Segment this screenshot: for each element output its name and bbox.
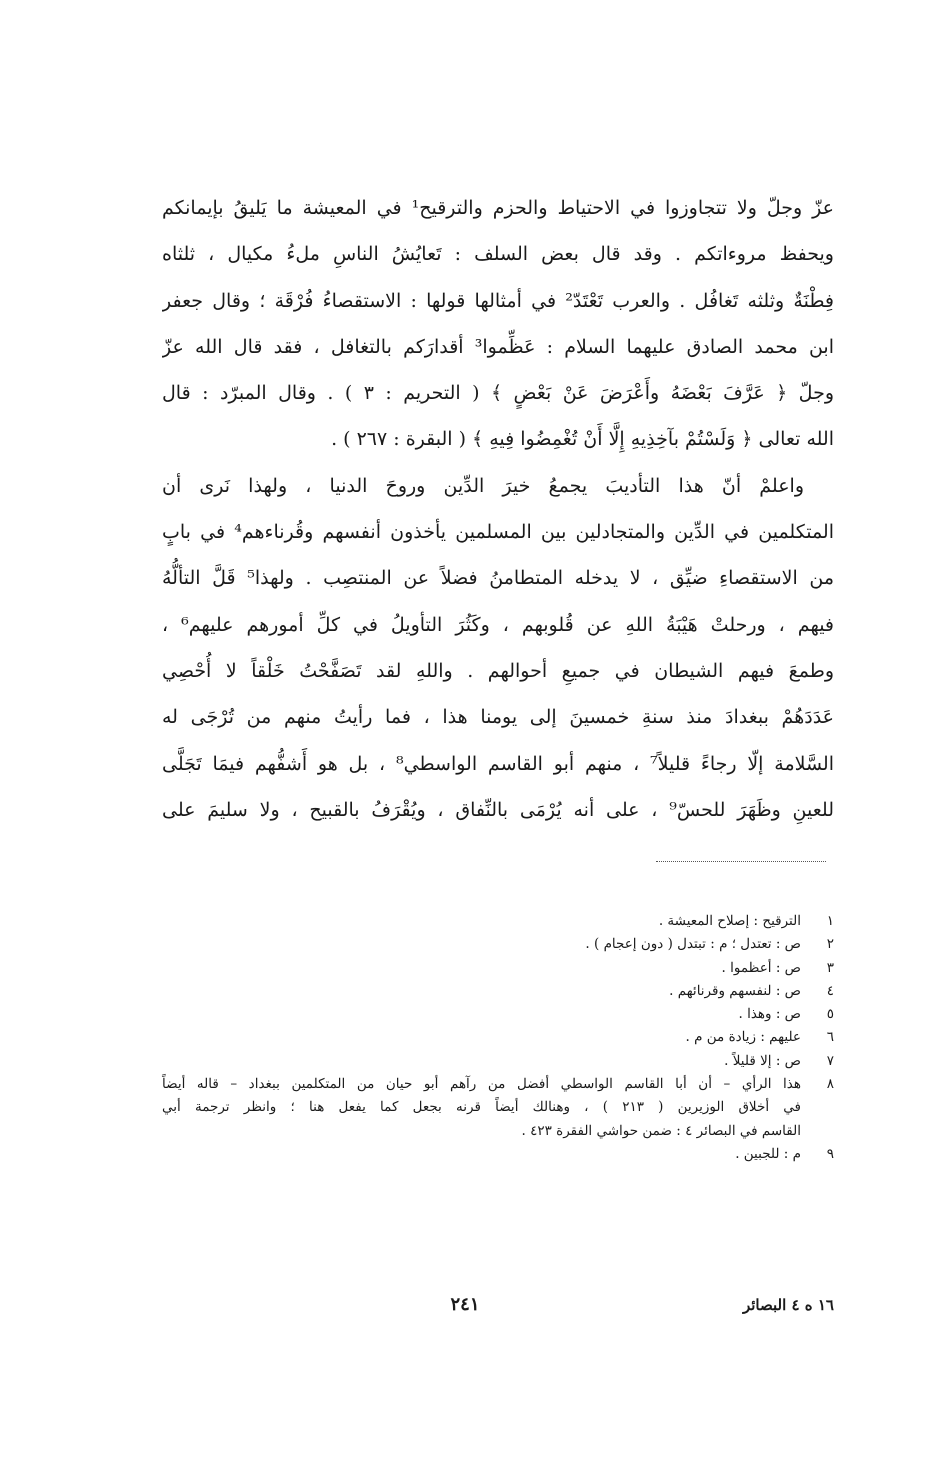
footnote-number: ٥ bbox=[826, 1006, 834, 1023]
footnote bbox=[162, 957, 834, 980]
footnote bbox=[162, 910, 834, 933]
footnote-number: ٢ bbox=[826, 936, 834, 953]
footnote-number: ٩ bbox=[826, 1145, 834, 1162]
footnote-number: ٤ bbox=[826, 982, 834, 999]
text-line: المتكلمين في الدِّين والمتجادلين بين المسلمين يأخذون أنفسهم وقُرناءهم⁴ في بابٍ bbox=[162, 521, 834, 544]
text-line: ويحفظ مروءاتكم . وقد قال بعض السلف : تَعايُشُ الناسِ ملءُ مكيال ، ثلثاه bbox=[162, 243, 834, 266]
footnote bbox=[162, 1143, 834, 1166]
footnote-number: ٣ bbox=[826, 959, 834, 976]
text-line: عزّ وجلّ ولا تتجاوزوا في الاحتياط والحزم والترقيح¹ في المعيشة ما يَليقُ بإيمانكم bbox=[162, 197, 834, 219]
footnote-number: ١ bbox=[826, 913, 834, 929]
text-line: فِطْنَةٌ وثلثه تَغافُل . والعرب تَعْتَدّ² في أمثالها قولها : الاستقصاءُ فُرْقَة ؛ وقال جعفر bbox=[162, 289, 834, 312]
footnote-text: عليهم : زيادة من م . bbox=[685, 1029, 801, 1046]
footnote bbox=[162, 980, 834, 1003]
footnote-line: في أخلاق الوزيرين ( ٢١٣ ) ، وهنالك أيضاً قرنه بجعل كما يفعل هنا ؛ وانظر ترجمة أبي bbox=[162, 1099, 801, 1116]
footnote-text: ص : تعتدل ؛ م : تبتدل ( دون إعجام ) . bbox=[585, 936, 801, 953]
footnote-text: ص : إلا قليلاً . bbox=[724, 1052, 801, 1069]
footnote-number: ٨ bbox=[826, 1076, 834, 1093]
footnote-line: هذا الرأي – أن أبا القاسم الواسطي أفضل من رآهم أبو حيان من المتكلمين ببغداد – قاله أيضاً bbox=[162, 1076, 801, 1093]
text-line: من الاستقصاءِ ضيِّق ، لا يدخله المتطامنُ فضلاً عن المنتصِب . ولهذا⁵ قَلَّ التألُّهُ bbox=[162, 567, 834, 590]
text-line: ابن محمد الصادق عليهما السلام : عَظِّموا³ أقدارَكم بالتغافل ، فقد قال الله عزّ bbox=[162, 335, 834, 358]
page-number: ٢٤١ bbox=[450, 1294, 480, 1315]
footnote-text: ص : لنفسهم وقرنائهم . bbox=[669, 982, 801, 999]
footnote-text: الترقيح : إصلاح المعيشة . bbox=[658, 913, 801, 929]
footnote-number: ٧ bbox=[826, 1052, 834, 1069]
text-line: للعينِ وظَهَرَ للحسّ⁹ ، على أنه يُرْمَى بالنِّفاق ، ويُقْرَفُ بالقبيح ، ولا سليمَ على bbox=[162, 798, 834, 821]
signature-mark: ١٦ ه ٤ البصائر bbox=[742, 1296, 834, 1314]
text-line: عَدَدَهُمْ ببغدادَ منذ سنةِ خمسينَ إلى يومنا هذا ، فما رأيتُ منهم من تُرْجَى له bbox=[162, 706, 834, 729]
text-line: السَّلامة إلّا رجاءً قليلاً⁷ ، منهم أبو القاسم الواسطي⁸ ، بل هو أَشفُّهم فيمَا تَجَلَّى bbox=[162, 752, 834, 775]
footnote bbox=[162, 1073, 834, 1143]
footnote-separator bbox=[656, 861, 826, 862]
text-line: واعلمْ أنّ هذا التأديبَ يجمعُ خيرَ الدِّين وروحَ الدنيا ، ولهذا نَرى أن bbox=[162, 474, 804, 497]
footnote-number: ٦ bbox=[826, 1029, 834, 1046]
footnote bbox=[162, 1050, 834, 1073]
footnote-line: القاسم في البصائر ٤ : ضمن حواشي الفقرة ٤٢٣ . bbox=[521, 1122, 801, 1139]
footnote-text bbox=[162, 1073, 801, 1143]
footnote-text: م : للجبين . bbox=[735, 1145, 801, 1162]
footnote-text: ص : وهذا . bbox=[738, 1006, 801, 1023]
text-line: فيهم ، ورحلتْ هَيْبَةُ اللهِ عن قُلوبهم ، وكَثُرَ التأويلُ في كلِّ أمورهم عليهم⁶ ، bbox=[162, 613, 834, 636]
footnote bbox=[162, 1003, 834, 1026]
footnote-text: ص : أعظموا . bbox=[721, 959, 801, 976]
footnote bbox=[162, 1026, 834, 1049]
footnotes-block bbox=[162, 910, 834, 1166]
text-line: وطمعَ فيهم الشيطان في جميعِ أحوالهم . واللهِ لقد تَصَفَّحْتُ خَلْقاً لا أُحْصِي bbox=[162, 659, 834, 682]
text-line: الله تعالى ﴿ وَلَسْتُمْ بآخِذِيهِ إِلَّا أَنْ تُغْمِضُوا فِيهِ ﴾ ( البقرة : ٢٦٧ ) . bbox=[331, 428, 834, 451]
main-text-block bbox=[162, 185, 834, 833]
text-line: وجلّ ﴿ عَرَّفَ بَعْضَهُ وأَعْرَضَ عَنْ بَعْضٍ ﴾ ( التحريم : ٣ ) . وقال المبرّد : قال bbox=[162, 382, 834, 405]
footnote bbox=[162, 933, 834, 956]
